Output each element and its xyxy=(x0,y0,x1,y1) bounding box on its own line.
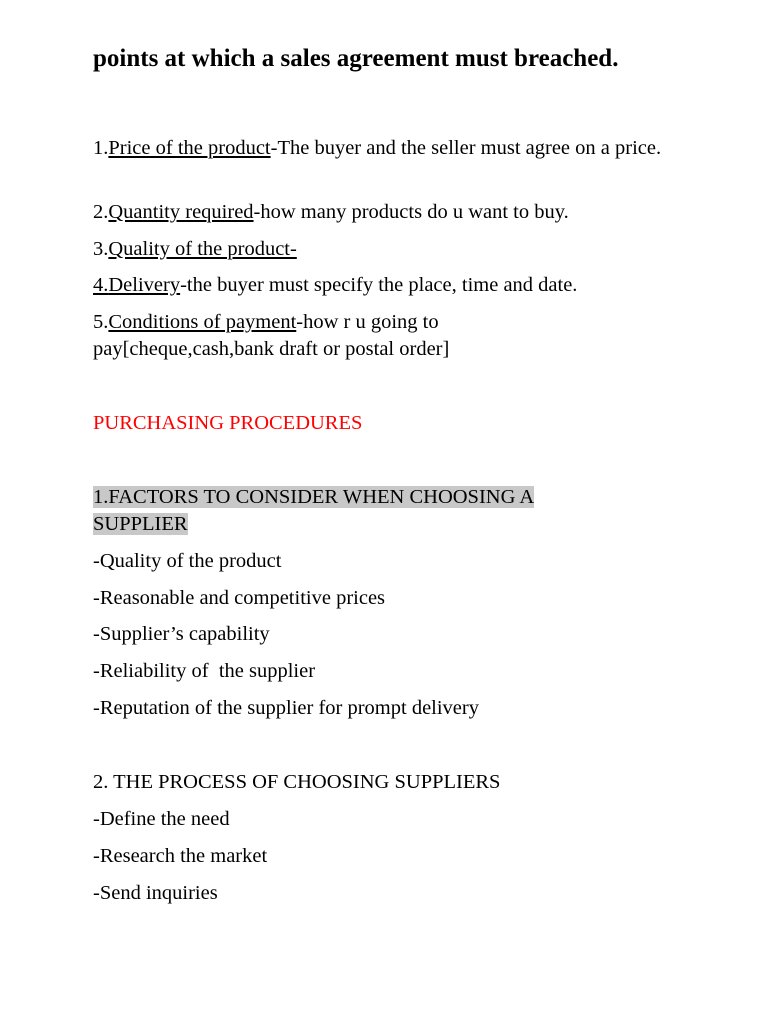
point-term: Quantity required xyxy=(108,201,254,223)
factor-item: -Reasonable and competitive prices xyxy=(93,587,386,609)
factor-item: -Quality of the product xyxy=(93,550,282,572)
point-term: Delivery xyxy=(108,274,181,296)
factor-item: -Reputation of the supplier for prompt delivery xyxy=(93,697,479,719)
point-number: 1. xyxy=(93,137,109,159)
section-title: PURCHASING PROCEDURES xyxy=(93,412,363,434)
point-number: 4. xyxy=(93,274,109,296)
agreement-point-4 xyxy=(93,272,683,299)
point-description: -how r u going to pay[cheque,cash,bank draft or postal order] xyxy=(93,311,450,360)
agreement-point-5 xyxy=(93,309,513,363)
point-number: 5. xyxy=(93,311,109,333)
point-description: -The buyer and the seller must agree on a price. xyxy=(270,137,662,159)
process-title: 2. THE PROCESS OF CHOOSING SUPPLIERS xyxy=(93,771,501,793)
process-item: -Research the market xyxy=(93,845,268,867)
factor-item: -Supplier’s capability xyxy=(93,623,270,645)
point-term: Quality of the product- xyxy=(108,238,297,260)
point-number: 3. xyxy=(93,238,109,260)
process-item: -Define the need xyxy=(93,808,230,830)
point-number: 2. xyxy=(93,201,109,223)
agreement-point-1 xyxy=(93,135,683,162)
document-heading: points at which a sales agreement must breached. xyxy=(93,45,619,72)
point-description: -the buyer must specify the place, time and date. xyxy=(180,274,578,296)
factors-title-text: 1.FACTORS TO CONSIDER WHEN CHOOSING A SUPPLIER xyxy=(93,486,535,535)
point-description: -how many products do u want to buy. xyxy=(253,201,569,223)
factors-title xyxy=(93,484,613,538)
process-item: -Send inquiries xyxy=(93,882,218,904)
point-term: Conditions of payment xyxy=(108,311,297,333)
point-term: Price of the product xyxy=(108,137,271,159)
factor-item: -Reliability of the supplier xyxy=(93,660,316,682)
agreement-point-3 xyxy=(93,236,683,263)
agreement-point-2 xyxy=(93,199,683,226)
